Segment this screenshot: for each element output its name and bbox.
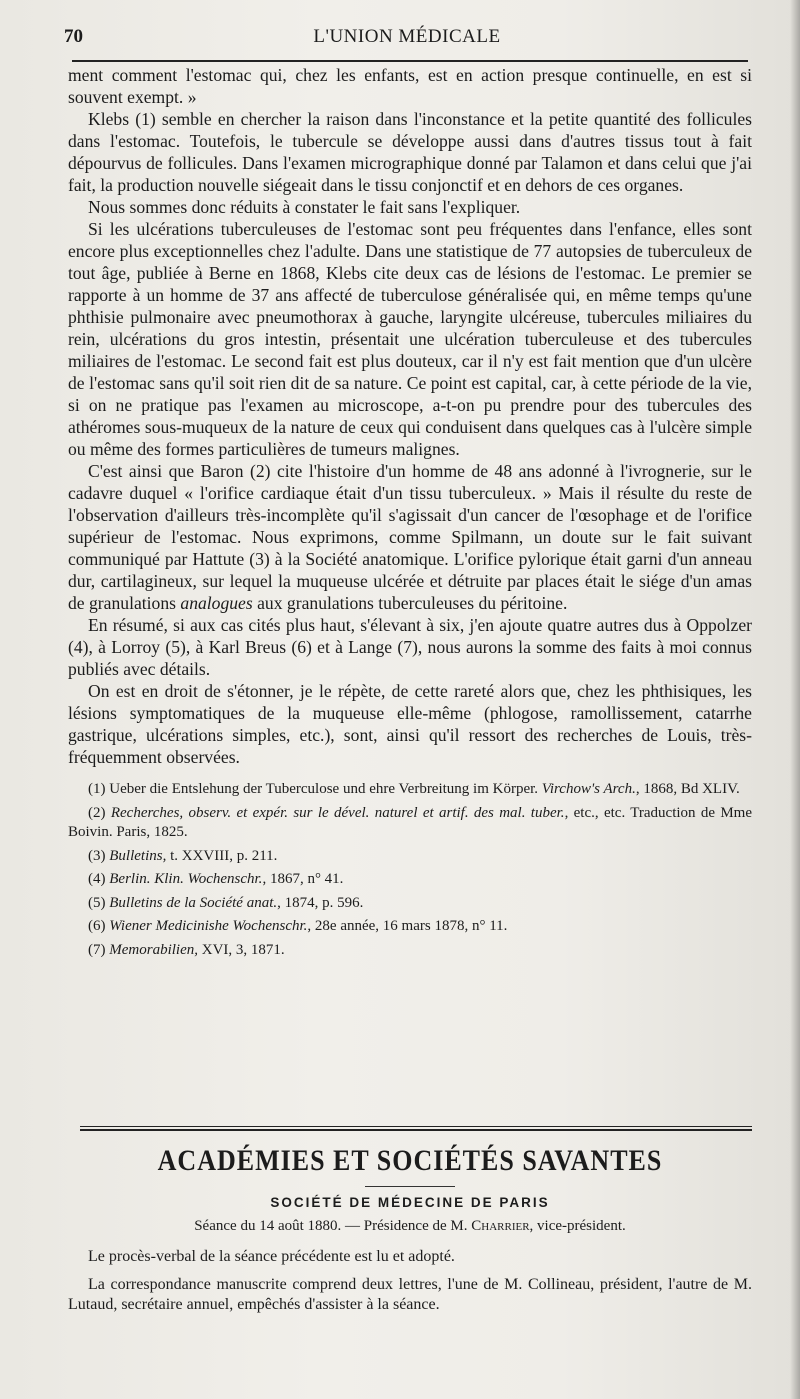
paragraph-5-text: C'est ainsi que Baron (2) cite l'histoire d'un homme de 48 ans adonné à l'ivrognerie, sur le cadavre duquel « l'orifice cardiaque était d'un tissu tuberculeux. » Mais il résulte du reste de l'observation d'ailleurs très-incomplète qu'il s'agissait d'un cancer de l'œsophage et de l'orifice supérieur de l'estomac. Nous exprimons, comme Spilmann, un doute sur le fait suivant communiqué par Hattute (3) à la Société anatomique. L'orifice pylorique était garni d'un anneau dur, cartilagineux, sur lequel la muqueuse ulcérée et détruite par places était le siége d'un amas de granulations: [68, 461, 752, 613]
page-header: [62, 22, 752, 52]
footnote-2: [68, 804, 752, 843]
article-body: [68, 64, 752, 964]
session-suffix: , vice-président.: [529, 1218, 626, 1234]
society-title: SOCIÉTÉ DE MÉDECINE DE PARIS: [270, 1195, 550, 1210]
footnotes: [68, 780, 752, 960]
header-rule: [72, 60, 748, 62]
footnote-italic: Virchow's Arch.: [541, 781, 636, 797]
footnote-tail: , 28e année, 16 mars 1878, n° 11.: [307, 918, 508, 934]
academies-section: [68, 1143, 752, 1315]
paragraph-7: On est en droit de s'étonner, je le répète, de cette rareté alors que, chez les phthisiques, les lésions symptomatiques de la muqueuse elle-même (phlogose, ramollissement, catarrhe gastrique, ulcérations simples, etc.), sont, ainsi qu'il ressort des recherches de Louis, très-fréquemment observées.: [68, 681, 752, 767]
page-edge-shadow: [790, 0, 800, 1399]
paragraph-5-italic: analogues: [180, 593, 253, 613]
section-title: ACADÉMIES ET SOCIÉTÉS SAVANTES: [157, 1143, 663, 1178]
correspondence-paragraph: La correspondance manuscrite comprend deux lettres, l'une de M. Collineau, président, l'autre de M. Lutaud, secrétaire annuel, empêchés d'assister à la séance.: [68, 1276, 752, 1313]
footnote-tail: , 1874, p. 596.: [277, 894, 364, 911]
footnote-tail: , 1868, Bd XLIV.: [635, 781, 740, 797]
footnote-number: (4): [88, 871, 106, 887]
footnote-6: [68, 917, 752, 937]
footnote-italic: Recherches, observ. et expér. sur le dével. naturel et artif. des mal. tuber.: [110, 804, 565, 821]
paragraph-6: En résumé, si aux cas cités plus haut, s'élevant à six, j'en ajoute quatre autres dus à Oppolzer (4), à Lorroy (5), à Karl Breus (6) et à Lange (7), nous aurons la somme des faits à moi connus publiés avec détails.: [68, 615, 752, 679]
paragraph-5: [68, 460, 752, 614]
paragraph-1: ment comment l'estomac qui, chez les enfants, est en action presque continuelle, en est si souvent exempt. »: [68, 65, 752, 107]
footnote-3: [68, 847, 752, 867]
section-double-rule: [80, 1126, 752, 1131]
session-president-name: Charrier: [471, 1218, 530, 1234]
footnote-number: (3): [88, 847, 106, 864]
footnote-italic: Berlin. Klin. Wochenschr.: [109, 871, 263, 887]
footnote-italic: Bulletins,: [109, 847, 167, 864]
footnote-tail: , etc., etc. Traduction de Mme Boivin. Paris, 1825.: [68, 804, 753, 840]
short-divider: [365, 1186, 455, 1187]
footnote-text: Ueber die Entslehung der Tuberculose und ehre Verbreitung im Körper.: [109, 781, 539, 797]
footnote-number: (1): [88, 781, 106, 797]
paragraph-3: Nous sommes donc réduits à constater le fait sans l'expliquer.: [88, 197, 521, 217]
footnote-number: (6): [88, 918, 106, 934]
double-rule-line: [80, 1126, 752, 1131]
footnote-tail: , 1867, n° 41.: [262, 871, 344, 887]
footnote-4: [68, 870, 752, 890]
footnote-7: [68, 941, 752, 961]
paragraph-2: Klebs (1) semble en chercher la raison dans l'inconstance et la petite quantité des follicules dans l'estomac. Toutefois, le tubercule se développe aussi dans d'autres tissus tout à fait dépourvus de follicules. Dans l'examen micrographique donné par Talamon et dans celui que j'ai fait, la production nouvelle siégeait dans le tissu conjonctif et en dehors de ces organes.: [68, 109, 752, 195]
footnote-italic: Wiener Medicinishe Wochenschr.: [109, 918, 308, 934]
footnote-number: (7): [88, 941, 106, 958]
footnote-italic: Memorabilien,: [109, 941, 198, 958]
footnote-number: (5): [88, 894, 106, 911]
paragraph-4: Si les ulcérations tuberculeuses de l'estomac sont peu fréquentes dans l'enfance, elles sont encore plus exceptionnelles chez l'adulte. Dans une statistique de 77 autopsies de tuberculeux de tout âge, publiée à Berne en 1868, Klebs cite deux cas de lésions de l'estomac. Le premier se rapporte à un homme de 37 ans affecté de tuberculose généralisée qui, en même temps qu'une phthisie pulmonaire avec pneumothorax à gauche, laryngite ulcéreuse, tubercules miliaires du rein, ulcérations du gros intestin, présentait une ulcération tuberculeuse et des tubercules miliaires de l'estomac. Le second fait est plus douteux, car il n'y est fait mention que d'un ulcère de l'estomac sans qu'il soit rien dit de sa nature. Ce point est capital, car, à cette période de la vie, si on ne pratique pas l'examen au microscope, a-t-on pu prendre pour des tubercules des athéromes sous-muqueux de la nature de ceux qui conduisent dans quelques cas à l'ulcère simple ou même des formes particulières de tumeurs malignes.: [68, 219, 752, 459]
running-title: L'UNION MÉDICALE: [313, 26, 501, 47]
footnote-italic: Bulletins de la Société anat.: [109, 894, 278, 911]
minutes-paragraph: Le procès-verbal de la séance précédente est lu et adopté.: [88, 1248, 455, 1265]
session-prefix: Séance du 14 août 1880. — Présidence de M.: [194, 1218, 468, 1234]
session-line: [68, 1218, 752, 1235]
footnote-tail: XVI, 3, 1871.: [197, 941, 285, 958]
footnote-number: (2): [88, 804, 106, 821]
footnote-tail: t. XXVIII, p. 211.: [166, 847, 278, 864]
page-number: 70: [64, 26, 83, 47]
paragraph-5-end: aux granulations tuberculeuses du péritoine.: [257, 593, 568, 613]
footnote-1: [68, 780, 752, 800]
footnote-5: [68, 894, 752, 914]
